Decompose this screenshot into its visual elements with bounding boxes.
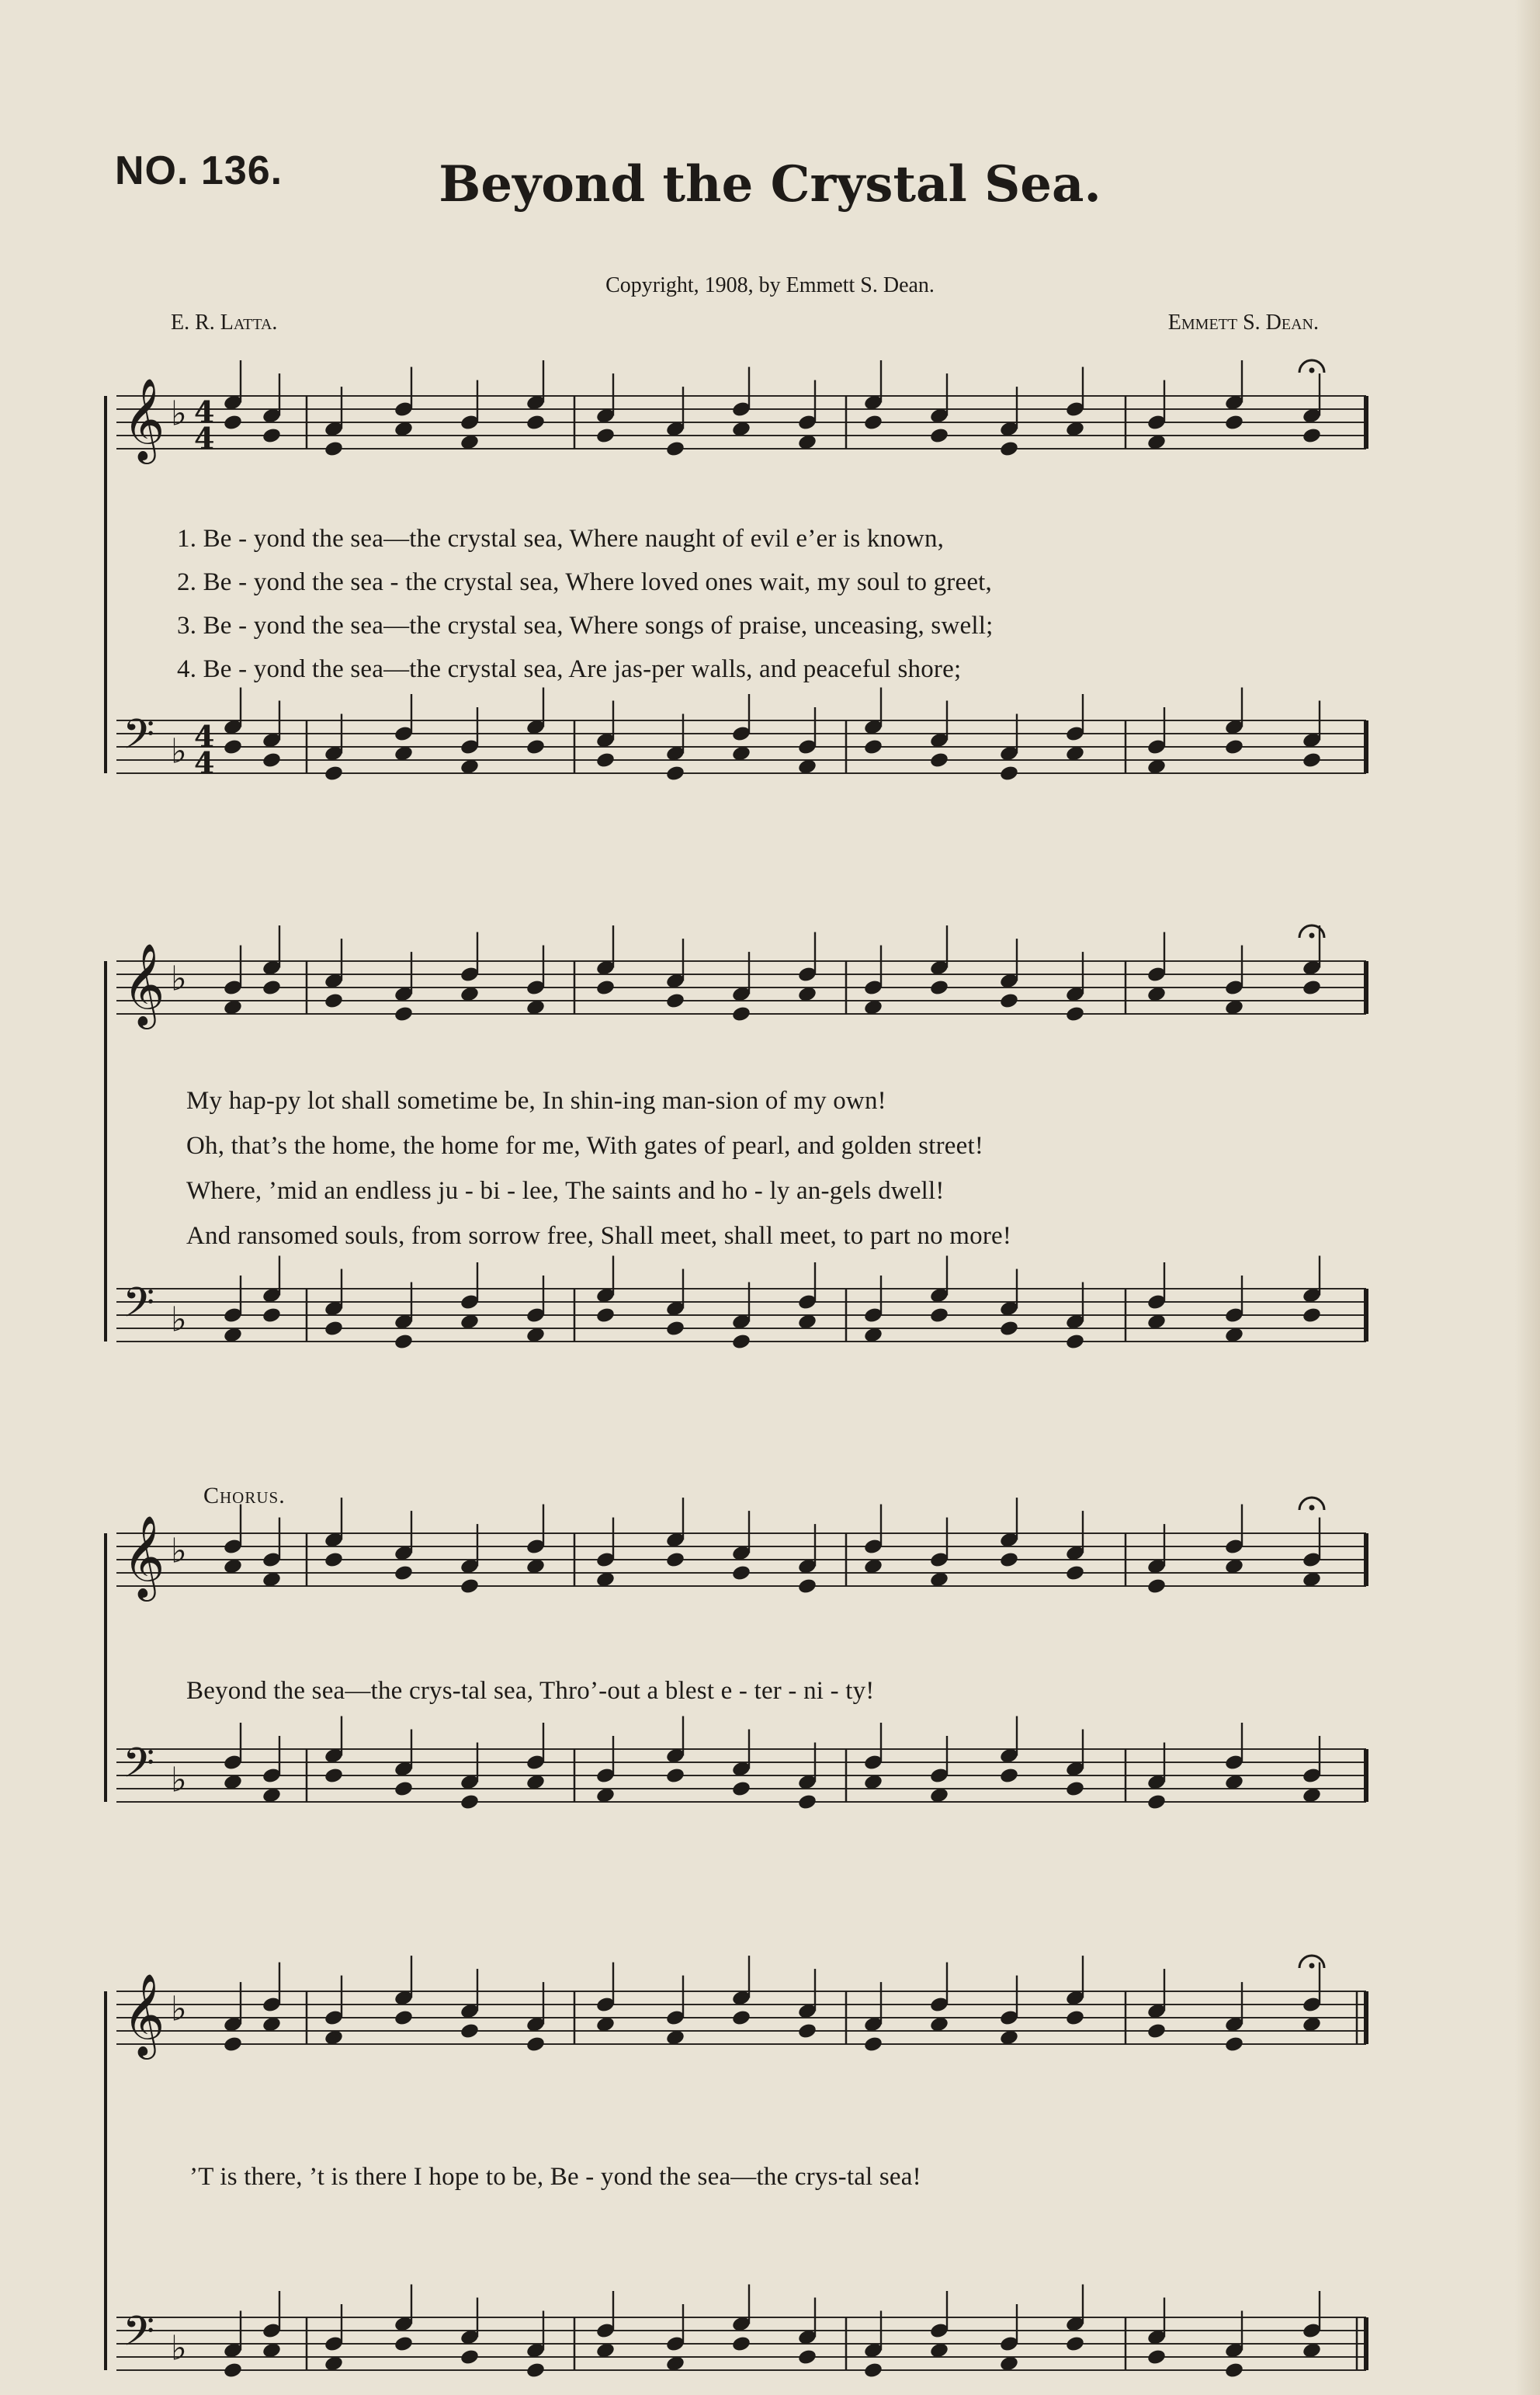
fermata-dot bbox=[1309, 933, 1315, 939]
copyright-notice: Copyright, 1908, by Emmett S. Dean. bbox=[605, 273, 935, 297]
note-head bbox=[262, 751, 282, 769]
flat-key-signature: ♭ bbox=[171, 1760, 187, 1800]
note-head bbox=[1065, 1005, 1085, 1023]
hymn-title: Beyond the Crystal Sea. bbox=[439, 155, 1101, 213]
flat-key-signature: ♭ bbox=[171, 959, 187, 999]
note-head bbox=[1065, 1780, 1085, 1798]
note-head bbox=[797, 1578, 817, 1595]
note-head bbox=[929, 427, 949, 445]
note-head bbox=[665, 1767, 685, 1785]
flat-key-signature: ♭ bbox=[171, 1989, 187, 2029]
note-head bbox=[665, 1320, 685, 1338]
note-head bbox=[525, 414, 546, 432]
note-head bbox=[394, 1780, 414, 1798]
note-head bbox=[665, 765, 685, 783]
note-head bbox=[731, 1005, 751, 1023]
treble-clef: 𝄞 bbox=[123, 1973, 165, 2057]
bass-clef: 𝄢 bbox=[123, 710, 155, 769]
fermata-dot bbox=[1309, 1505, 1315, 1511]
time-signature: 4 bbox=[194, 421, 215, 456]
chorus-label: Chorus. bbox=[203, 1483, 286, 1508]
note-head bbox=[595, 1307, 616, 1324]
note-head bbox=[324, 992, 344, 1010]
note-head bbox=[394, 2009, 414, 2027]
note-head bbox=[1302, 751, 1322, 769]
note-head bbox=[324, 1551, 344, 1569]
note-head bbox=[394, 1564, 414, 1582]
note-head bbox=[797, 2022, 817, 2040]
note-head bbox=[223, 2036, 243, 2053]
note-head bbox=[460, 1578, 480, 1595]
note-head bbox=[324, 765, 344, 783]
note-head bbox=[525, 2036, 546, 2053]
note-head bbox=[1302, 1307, 1322, 1324]
note-head bbox=[223, 2362, 243, 2379]
note-head bbox=[525, 738, 546, 756]
note-head bbox=[731, 2009, 751, 2027]
note-head bbox=[394, 1333, 414, 1351]
note-head bbox=[999, 765, 1019, 783]
note-head bbox=[595, 427, 616, 445]
note-head bbox=[1065, 2009, 1085, 2027]
verse-4-line-2: And ransomed souls, from sorrow free, Shall meet, shall meet, to part no more! bbox=[186, 1222, 1012, 1250]
note-head bbox=[223, 414, 243, 432]
verse-3-line-1: 3. Be - yond the sea—the crystal sea, Where songs of praise, unceasing, swell; bbox=[177, 612, 994, 640]
note-head bbox=[797, 2348, 817, 2366]
note-head bbox=[929, 1307, 949, 1324]
flat-key-signature: ♭ bbox=[171, 394, 187, 434]
note-head bbox=[1065, 2335, 1085, 2353]
verse-1-line-1: 1. Be - yond the sea—the crystal sea, Where naught of evil e’er is known, bbox=[177, 525, 945, 553]
note-head bbox=[797, 1793, 817, 1811]
fermata-dot bbox=[1309, 1963, 1315, 1969]
bass-clef: 𝄢 bbox=[123, 2307, 155, 2365]
chorus-line-2: ’T is there, ’t is there I hope to be, Be - yond the sea—the crys-tal sea! bbox=[189, 2163, 921, 2191]
note-head bbox=[1302, 979, 1322, 997]
treble-clef: 𝄞 bbox=[123, 1515, 165, 1598]
note-head bbox=[665, 992, 685, 1010]
note-head bbox=[1146, 2348, 1167, 2366]
note-head bbox=[1224, 414, 1244, 432]
note-head bbox=[929, 751, 949, 769]
note-head bbox=[731, 1333, 751, 1351]
bass-clef: 𝄢 bbox=[123, 1739, 155, 1797]
note-head bbox=[1146, 2022, 1167, 2040]
note-head bbox=[999, 1551, 1019, 1569]
note-head bbox=[1224, 2362, 1244, 2379]
note-head bbox=[999, 440, 1019, 458]
verse-4-line-1: 4. Be - yond the sea—the crystal sea, Are jas-per walls, and peaceful shore; bbox=[177, 655, 962, 683]
composer-credit: Emmett S. Dean. bbox=[1167, 311, 1319, 335]
fermata-dot bbox=[1309, 368, 1315, 373]
note-head bbox=[1224, 738, 1244, 756]
verse-2-line-2: Oh, that’s the home, the home for me, With gates of pearl, and golden street! bbox=[186, 1132, 984, 1160]
note-head bbox=[1302, 427, 1322, 445]
note-head bbox=[595, 979, 616, 997]
note-head bbox=[262, 979, 282, 997]
lyricist-credit: E. R. Latta. bbox=[171, 311, 278, 335]
note-head bbox=[525, 2362, 546, 2379]
note-head bbox=[731, 1564, 751, 1582]
note-head bbox=[324, 1320, 344, 1338]
flat-key-signature: ♭ bbox=[171, 2328, 187, 2369]
note-head bbox=[262, 427, 282, 445]
flat-key-signature: ♭ bbox=[171, 1531, 187, 1571]
note-head bbox=[1065, 1564, 1085, 1582]
note-head bbox=[863, 2362, 883, 2379]
note-head bbox=[665, 1551, 685, 1569]
note-head bbox=[324, 440, 344, 458]
time-signature: 4 bbox=[194, 719, 215, 754]
note-head bbox=[665, 440, 685, 458]
note-head bbox=[863, 2036, 883, 2053]
note-head bbox=[999, 992, 1019, 1010]
note-head bbox=[999, 1767, 1019, 1785]
note-head bbox=[731, 1780, 751, 1798]
note-head bbox=[460, 1793, 480, 1811]
chorus-line-1: Beyond the sea—the crys-tal sea, Thro’-out a blest e - ter - ni - ty! bbox=[186, 1677, 875, 1705]
note-head bbox=[863, 414, 883, 432]
flat-key-signature: ♭ bbox=[171, 1300, 187, 1340]
note-head bbox=[223, 738, 243, 756]
note-head bbox=[1065, 1333, 1085, 1351]
time-signature: 4 bbox=[194, 394, 215, 429]
note-head bbox=[1146, 1793, 1167, 1811]
time-signature: 4 bbox=[194, 745, 215, 780]
note-head bbox=[460, 2022, 480, 2040]
note-head bbox=[460, 2348, 480, 2366]
note-head bbox=[731, 2335, 751, 2353]
treble-clef: 𝄞 bbox=[123, 942, 165, 1026]
note-head bbox=[1224, 2036, 1244, 2053]
hymn-number: NO. 136. bbox=[115, 148, 283, 193]
note-head bbox=[595, 751, 616, 769]
note-head bbox=[262, 1307, 282, 1324]
verse-3-line-2: Where, ’mid an endless ju - bi - lee, The saints and ho - ly an-gels dwell! bbox=[186, 1177, 945, 1205]
verse-2-line-1: 2. Be - yond the sea - the crystal sea, Where loved ones wait, my soul to greet, bbox=[177, 568, 993, 596]
flat-key-signature: ♭ bbox=[171, 731, 187, 772]
note-head bbox=[324, 1767, 344, 1785]
bass-clef: 𝄢 bbox=[123, 1279, 155, 1337]
note-head bbox=[929, 979, 949, 997]
note-head bbox=[999, 1320, 1019, 1338]
note-head bbox=[394, 1005, 414, 1023]
note-head bbox=[863, 738, 883, 756]
treble-clef: 𝄞 bbox=[123, 377, 165, 461]
verse-1-line-2: My hap-py lot shall sometime be, In shin-ing man-sion of my own! bbox=[186, 1087, 886, 1115]
note-head bbox=[1146, 1578, 1167, 1595]
note-head bbox=[394, 2335, 414, 2353]
